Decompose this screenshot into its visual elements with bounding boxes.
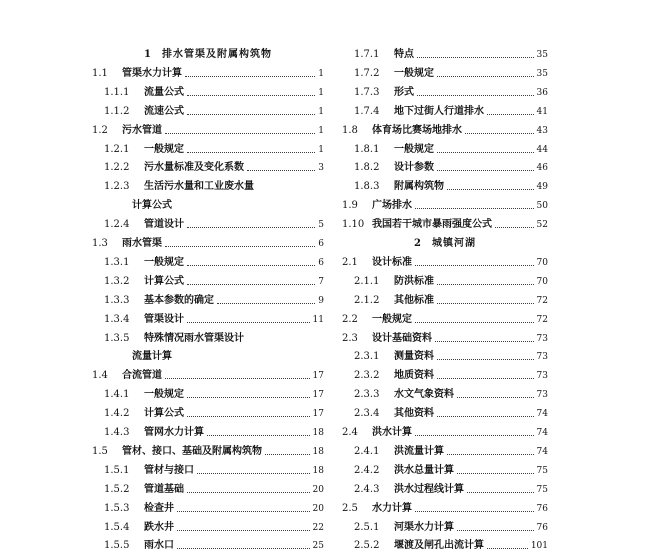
toc-entry-title: 我国若干城市暴雨强度公式 — [372, 219, 492, 231]
toc-entry-number: 1.2.2 — [104, 162, 130, 174]
toc-entry-number: 2.2 — [342, 313, 358, 325]
toc-dot-leader — [437, 416, 534, 417]
toc-dot-leader — [447, 189, 534, 190]
toc-dot-leader — [495, 227, 534, 228]
toc-page-number: 43 — [536, 125, 548, 136]
toc-page-number: 74 — [536, 409, 548, 420]
toc-entry — [92, 272, 324, 291]
toc-entry-title: 流量公式 — [144, 86, 184, 98]
toc-entry — [92, 442, 324, 461]
toc-entry — [342, 177, 548, 196]
toc-page-number: 5 — [318, 220, 324, 231]
toc-page-number: 72 — [536, 295, 548, 306]
toc-dot-leader — [437, 76, 534, 77]
toc-page-number: 1 — [318, 87, 324, 98]
toc-entry-number: 2.1.2 — [354, 294, 380, 306]
toc-entry-number: 1.7.4 — [354, 105, 380, 117]
toc-dot-leader — [437, 303, 534, 304]
toc-page-number: 36 — [536, 87, 548, 98]
toc-entry-title: 洪流量计算 — [394, 445, 444, 457]
toc-entry-number: 2.5.1 — [354, 521, 380, 533]
toc-entry-number: 1.8.1 — [354, 143, 380, 155]
toc-entry-number: 2.3.1 — [354, 351, 380, 363]
toc-entry — [92, 461, 324, 480]
toc-page-number: 17 — [312, 371, 324, 382]
toc-page-number: 70 — [536, 276, 548, 287]
toc-entry-number: 1.2.1 — [104, 143, 130, 155]
toc-entry-title: 设计标准 — [372, 256, 412, 268]
toc-chapter-heading — [342, 234, 548, 253]
toc-entry-number: 1.5.3 — [104, 502, 130, 514]
toc-entry-number: 1.3.1 — [104, 256, 130, 268]
toc-dot-leader — [457, 397, 534, 398]
toc-page-number: 17 — [312, 409, 324, 420]
toc-entry-number: 1.7.2 — [354, 67, 380, 79]
toc-entry-title: 基本参数的确定 — [144, 294, 214, 306]
toc-page-number: 44 — [536, 144, 548, 155]
toc-page-number: 7 — [318, 276, 324, 287]
toc-dot-leader — [415, 435, 534, 436]
toc-page-number: 49 — [536, 182, 548, 193]
toc-dot-leader — [165, 378, 310, 379]
toc-entry-title: 流量计算 — [132, 351, 172, 363]
toc-dot-leader — [185, 76, 315, 77]
toc-entry-number: 1.4.2 — [104, 408, 130, 420]
toc-entry-title: 一般规定 — [144, 143, 184, 155]
toc-entry-title: 跌水井 — [144, 521, 174, 533]
toc-entry — [92, 102, 324, 121]
toc-entry — [342, 385, 548, 404]
toc-entry-title: 地下过街人行道排水 — [394, 105, 484, 117]
toc-entry — [92, 64, 324, 83]
toc-entry-number: 1.2.3 — [104, 181, 130, 193]
toc-entry-title: 污水量标准及变化系数 — [144, 162, 244, 174]
toc-entry-number: 2.3 — [342, 332, 358, 344]
toc-entry-title: 特点 — [394, 49, 414, 60]
toc-entry-title: 特殊情况雨水管渠设计 — [144, 332, 244, 344]
toc-entry-title: 广场排水 — [372, 200, 412, 212]
toc-entry-title: 污水管道 — [122, 124, 162, 136]
toc-entry-title: 雨水口 — [144, 540, 174, 552]
toc-page-number: 101 — [530, 541, 548, 552]
toc-entry — [92, 83, 324, 102]
toc-entry-title: 测量资料 — [394, 351, 434, 363]
toc-page-number: 74 — [536, 446, 548, 457]
toc-dot-leader — [187, 227, 315, 228]
toc-entry — [92, 404, 324, 423]
toc-entry — [92, 518, 324, 537]
toc-entry-number: 2.4.3 — [354, 483, 380, 495]
toc-entry-title: 洪水计算 — [372, 427, 412, 438]
toc-page-number: 18 — [312, 428, 324, 438]
toc-entry-number: 1.1.2 — [104, 105, 130, 117]
toc-entry-number: 1.3.5 — [104, 332, 130, 344]
toc-page-number: 22 — [312, 522, 324, 533]
toc-dot-leader — [437, 170, 534, 171]
toc-entry-title: 生活污水量和工业废水量 — [144, 181, 254, 193]
toc-page-number: 50 — [536, 201, 548, 212]
toc-dot-leader — [177, 530, 310, 531]
toc-entry — [342, 253, 548, 272]
toc-entry — [92, 499, 324, 518]
toc-entry — [342, 140, 548, 159]
toc-page-number: 1 — [318, 68, 324, 79]
toc-page-number: 3 — [318, 163, 324, 174]
toc-entry — [342, 442, 548, 461]
toc-entry-title: 防洪标准 — [394, 275, 434, 287]
toc-page-number: 1 — [318, 106, 324, 117]
toc-entry-title: 附属构筑物 — [394, 181, 444, 193]
toc-entry — [342, 215, 548, 234]
toc-entry-number: 1.8.3 — [354, 181, 380, 193]
toc-dot-leader — [457, 530, 534, 531]
toc-dot-leader — [487, 114, 534, 115]
toc-dot-leader — [457, 473, 534, 474]
toc-entry — [92, 536, 324, 555]
toc-entry-number: 1.8 — [342, 124, 358, 136]
toc-entry-title: 一般规定 — [394, 67, 434, 79]
toc-entry-title: 雨水管渠 — [122, 238, 162, 249]
toc-page-number: 11 — [312, 314, 324, 325]
toc-entry — [92, 253, 324, 272]
toc-page-number: 35 — [536, 50, 548, 60]
toc-entry-title: 检查井 — [144, 502, 174, 514]
toc-dot-leader — [415, 208, 534, 209]
toc-chapter-number: 2 — [414, 238, 422, 249]
toc-page-number: 20 — [312, 484, 324, 495]
toc-entry-title: 设计基础资料 — [372, 332, 432, 344]
toc-page-number: 70 — [536, 257, 548, 268]
toc-entry — [342, 272, 548, 291]
toc-entry-number: 1.3.4 — [104, 313, 130, 325]
toc-dot-leader — [437, 378, 534, 379]
toc-dot-leader — [415, 265, 534, 266]
toc-dot-leader — [165, 133, 315, 134]
toc-dot-leader — [437, 359, 534, 360]
toc-entry-number: 1.2.4 — [104, 219, 130, 231]
toc-page-number: 75 — [536, 465, 548, 476]
toc-entry — [92, 423, 324, 442]
toc-entry-number: 1.7.1 — [354, 49, 380, 60]
toc-dot-leader — [437, 284, 534, 285]
toc-entry-title: 洪水过程线计算 — [394, 483, 464, 495]
toc-page-number: 17 — [312, 390, 324, 401]
toc-entry-number: 1.5.2 — [104, 483, 130, 495]
toc-dot-leader — [447, 454, 534, 455]
toc-dot-leader — [487, 548, 528, 549]
toc-entry-title: 其他资料 — [394, 408, 434, 420]
toc-entry-number: 2.3.2 — [354, 370, 380, 382]
toc-entry — [342, 310, 548, 329]
toc-page-number: 73 — [536, 371, 548, 382]
toc-entry — [342, 291, 548, 310]
toc-dot-leader — [165, 246, 315, 247]
toc-entry-title: 水力计算 — [372, 502, 412, 514]
toc-entry-title: 管道基础 — [144, 483, 184, 495]
toc-dot-leader — [437, 152, 534, 153]
toc-page-number: 46 — [536, 163, 548, 174]
toc-entry-number: 2.5.2 — [354, 540, 380, 552]
toc-entry — [92, 329, 324, 348]
toc-entry-title: 合流管道 — [122, 370, 162, 382]
toc-page-number: 18 — [312, 465, 324, 476]
toc-entry-title: 管道设计 — [144, 219, 184, 231]
toc-dot-leader — [435, 341, 534, 342]
toc-page-number: 72 — [536, 314, 548, 325]
toc-dot-leader — [187, 416, 310, 417]
toc-entry-title: 形式 — [394, 86, 414, 98]
toc-entry-number: 1.5.4 — [104, 521, 130, 533]
toc-entry-title: 设计参数 — [394, 162, 434, 174]
toc-entry-number: 1.3.2 — [104, 275, 130, 287]
toc-page-number: 35 — [536, 68, 548, 79]
toc-entry-title: 地质资料 — [394, 370, 434, 382]
toc-entry — [92, 385, 324, 404]
toc-entry — [92, 310, 324, 329]
toc-entry — [92, 215, 324, 234]
toc-entry — [342, 423, 548, 442]
toc-dot-leader — [177, 511, 310, 512]
toc-entry-title: 计算公式 — [132, 200, 172, 212]
toc-entry — [342, 102, 548, 121]
toc-dot-leader — [177, 548, 310, 549]
toc-dot-leader — [187, 284, 315, 285]
toc-entry-title: 其他标准 — [394, 294, 434, 306]
toc-entry — [342, 366, 548, 385]
toc-entry-number: 2.4.1 — [354, 445, 380, 457]
toc-page-number: 1 — [318, 125, 324, 136]
toc-entry — [342, 196, 548, 215]
toc-page-number: 73 — [536, 390, 548, 401]
toc-dot-leader — [217, 303, 315, 304]
toc-entry — [342, 83, 548, 102]
toc-page-number: 73 — [536, 352, 548, 363]
toc-entry-number: 1.4.3 — [104, 427, 130, 438]
toc-entry-title: 体育场比赛场地排水 — [372, 124, 462, 136]
toc-entry-number: 1.9 — [342, 200, 358, 212]
toc-entry — [92, 347, 324, 366]
toc-dot-leader — [187, 492, 310, 493]
toc-entry-number: 2.3.4 — [354, 408, 380, 420]
toc-entry-number: 1.1 — [92, 67, 108, 79]
toc-entry-number: 1.10 — [342, 219, 365, 231]
toc-entry-number: 1.4.1 — [104, 389, 130, 401]
toc-entry-title: 流速公式 — [144, 105, 184, 117]
toc-entry-title: 一般规定 — [144, 389, 184, 401]
toc-entry — [342, 518, 548, 537]
toc-page-number: 41 — [536, 106, 548, 117]
toc-dot-leader — [187, 322, 310, 323]
toc-entry — [342, 404, 548, 423]
toc-entry-title: 河渠水力计算 — [394, 521, 454, 533]
toc-page-number: 25 — [312, 541, 324, 552]
toc-entry-number: 2.1.1 — [354, 275, 380, 287]
toc-entry-number: 1.4 — [92, 370, 108, 382]
toc-entry-number: 2.4.2 — [354, 464, 380, 476]
toc-dot-leader — [415, 322, 534, 323]
toc-entry — [342, 536, 548, 555]
toc-entry-number: 1.2 — [92, 124, 108, 136]
toc-entry-number: 1.5 — [92, 445, 108, 457]
toc-entry-title: 一般规定 — [372, 313, 412, 325]
toc-dot-leader — [265, 454, 310, 455]
toc-dot-leader — [187, 265, 315, 266]
toc-entry-title: 一般规定 — [144, 256, 184, 268]
toc-entry — [92, 366, 324, 385]
toc-page-number: 76 — [536, 522, 548, 533]
toc-page-number: 6 — [318, 257, 324, 268]
toc-entry-number: 1.1.1 — [104, 86, 130, 98]
toc-entry — [92, 196, 324, 215]
toc-dot-leader — [197, 473, 310, 474]
toc-entry — [342, 461, 548, 480]
toc-dot-leader — [467, 492, 534, 493]
toc-entry-number: 1.3.3 — [104, 294, 130, 306]
toc-entry-number: 2.1 — [342, 256, 358, 268]
toc-entry — [92, 177, 324, 196]
toc-entry-title: 管材、接口、基础及附属构筑物 — [122, 445, 262, 457]
toc-dot-leader — [247, 170, 315, 171]
toc-chapter-title: 排水管渠及附属构筑物 — [161, 49, 272, 60]
toc-entry — [342, 480, 548, 499]
toc-entry — [92, 291, 324, 310]
toc-entry-number: 1.3 — [92, 238, 108, 249]
toc-entry — [92, 234, 324, 253]
toc-entry — [342, 45, 548, 64]
toc-entry-title: 水文气象资料 — [394, 389, 454, 401]
toc-chapter-title: 城镇河湖 — [431, 238, 476, 249]
toc-page-number: 18 — [312, 446, 324, 457]
toc-entry-title: 管渠设计 — [144, 313, 184, 325]
toc-entry-number: 1.7.3 — [354, 86, 380, 98]
toc-entry — [92, 121, 324, 140]
toc-entry-number: 2.5 — [342, 502, 358, 514]
toc-entry-title: 洪水总量计算 — [394, 464, 454, 476]
toc-entry-title: 管材与接口 — [144, 464, 194, 476]
toc-page-number: 9 — [318, 295, 324, 306]
toc-dot-leader — [187, 397, 310, 398]
toc-page-number: 76 — [536, 503, 548, 514]
toc-entry-number: 1.8.2 — [354, 162, 380, 174]
toc-entry-number: 2.4 — [342, 427, 358, 438]
toc-entry — [342, 121, 548, 140]
toc-chapter-heading — [92, 45, 324, 64]
toc-entry — [342, 499, 548, 518]
toc-page-number: 1 — [318, 144, 324, 155]
toc-dot-leader — [187, 114, 315, 115]
toc-entry — [92, 480, 324, 499]
toc-dot-leader — [417, 95, 534, 96]
toc-dot-leader — [415, 511, 534, 512]
toc-dot-leader — [417, 57, 534, 58]
toc-page-number: 20 — [312, 503, 324, 514]
toc-dot-leader — [187, 95, 315, 96]
toc-entry — [342, 329, 548, 348]
toc-page-number: 73 — [536, 333, 548, 344]
toc-dot-leader — [187, 152, 315, 153]
toc-entry-number: 2.3.3 — [354, 389, 380, 401]
toc-entry — [342, 158, 548, 177]
toc-entry — [92, 158, 324, 177]
toc-entry-title: 堰渡及闸孔出流计算 — [394, 540, 484, 552]
toc-entry-title: 计算公式 — [144, 408, 184, 420]
toc-entry-title: 一般规定 — [394, 143, 434, 155]
toc-dot-leader — [207, 435, 310, 436]
toc-page-number: 52 — [536, 220, 548, 231]
toc-entry-title: 管网水力计算 — [144, 427, 204, 438]
toc-entry-title: 管渠水力计算 — [122, 67, 182, 79]
toc-entry-number: 1.5.1 — [104, 464, 130, 476]
toc-entry — [342, 347, 548, 366]
toc-page-number: 74 — [536, 428, 548, 438]
toc-entry — [342, 64, 548, 83]
toc-entry-title: 计算公式 — [144, 275, 184, 287]
toc-entry-number: 1.5.5 — [104, 540, 130, 552]
toc-dot-leader — [465, 133, 534, 134]
toc-page-number: 6 — [318, 239, 324, 249]
toc-entry — [92, 140, 324, 159]
toc-page-number: 75 — [536, 484, 548, 495]
toc-chapter-number: 1 — [144, 49, 152, 60]
